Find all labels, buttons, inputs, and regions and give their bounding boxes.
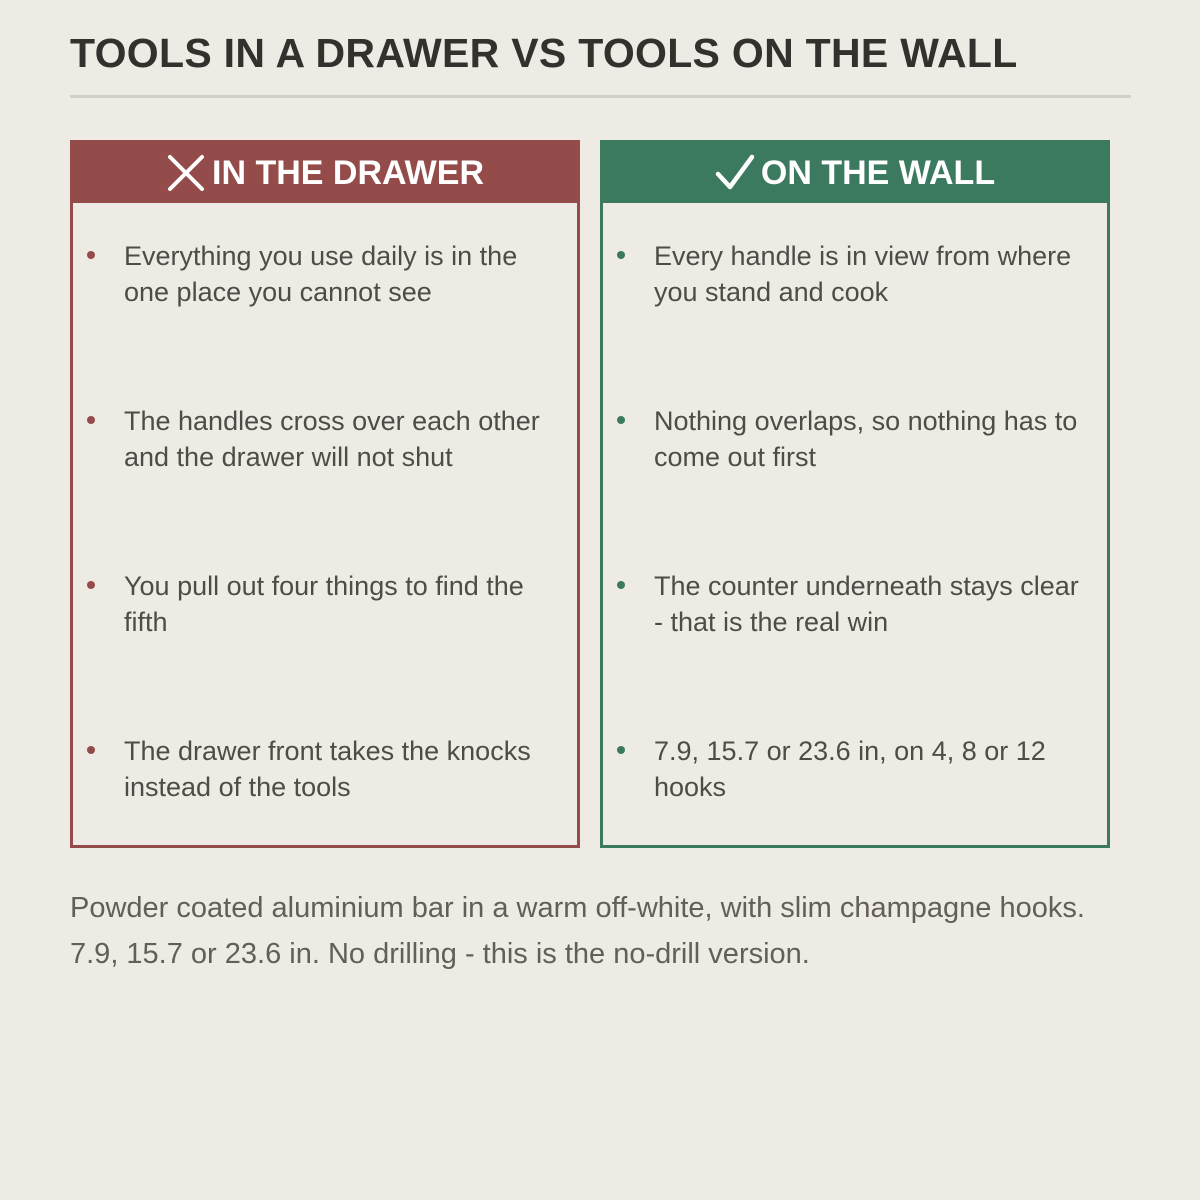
bullet-dot xyxy=(87,746,95,754)
list-item-text: Everything you use daily is in the one place you cannot see xyxy=(124,241,518,307)
list-item xyxy=(654,238,1094,310)
list-item xyxy=(124,568,564,640)
page-title: TOOLS IN A DRAWER VS TOOLS ON THE WALL xyxy=(70,30,1018,76)
list-item-text: The drawer front takes the knocks instead of the tools xyxy=(124,736,531,802)
bullet-dot xyxy=(87,581,95,589)
footer-line-1: Powder coated aluminium bar in a warm off-white, with slim champagne hooks. xyxy=(70,892,1085,924)
list-item xyxy=(124,238,564,310)
bullet-dot xyxy=(87,416,95,424)
list-item xyxy=(124,733,564,805)
drawer-panel xyxy=(70,140,580,848)
list-item-text: You pull out four things to find the fifth xyxy=(124,571,524,637)
list-item-text: 7.9, 15.7 or 23.6 in, on 4, 8 or 12 hooks xyxy=(654,736,1046,802)
wall-panel-header xyxy=(603,143,1107,203)
bullet-dot xyxy=(617,581,625,589)
title-divider xyxy=(70,95,1131,98)
list-item xyxy=(654,733,1094,805)
checkmark-icon xyxy=(715,153,755,193)
wall-heading: ON THE WALL xyxy=(760,153,996,192)
drawer-heading: IN THE DRAWER xyxy=(212,153,484,192)
footer-note xyxy=(70,885,1150,977)
cross-icon xyxy=(166,153,206,193)
bullet-dot xyxy=(617,746,625,754)
list-item xyxy=(654,403,1094,475)
wall-panel xyxy=(600,140,1110,848)
footer-line-2: 7.9, 15.7 or 23.6 in. No drilling - this is the no-drill version. xyxy=(70,938,810,970)
list-item-text: Every handle is in view from where you stand and cook xyxy=(654,241,1072,307)
list-item xyxy=(654,568,1094,640)
bullet-dot xyxy=(617,416,625,424)
list-item-text: The handles cross over each other and the drawer will not shut xyxy=(124,406,540,472)
bullet-dot xyxy=(87,251,95,259)
list-item-text: The counter underneath stays clear - that is the real win xyxy=(654,571,1079,637)
drawer-panel-header xyxy=(73,143,577,203)
bullet-dot xyxy=(617,251,625,259)
list-item xyxy=(124,403,564,475)
list-item-text: Nothing overlaps, so nothing has to come out first xyxy=(654,406,1078,472)
